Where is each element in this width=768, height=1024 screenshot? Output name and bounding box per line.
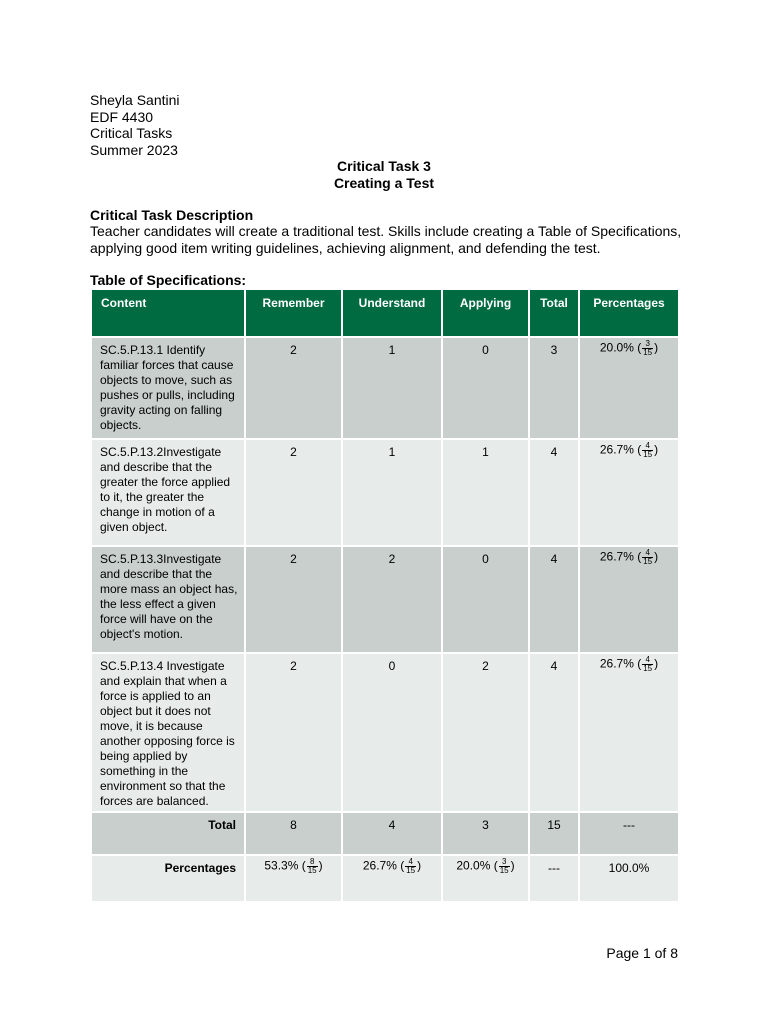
percent-total: ---: [529, 855, 579, 902]
row-remember: 2: [245, 653, 342, 812]
row-understand: 0: [342, 653, 442, 812]
row-applying: 0: [442, 546, 529, 653]
header-remember: Remember: [245, 289, 342, 337]
header-percentages: Percentages: [579, 289, 679, 337]
course-code: EDF 4430: [90, 108, 154, 125]
row-content: SC.5.P.13.3Investigate and describe that the more mass an object has, the less effect a given force will have on the object's motion.: [91, 546, 245, 653]
header-applying: Applying: [442, 289, 529, 337]
row-total: 3: [529, 337, 579, 439]
table-row: [91, 546, 679, 653]
document-subtitle: Creating a Test: [333, 174, 435, 191]
fraction: $\frac{4}{15}$: [643, 441, 653, 459]
total-understand: 4: [342, 812, 442, 855]
table-header-row: [91, 289, 679, 337]
total-percentage: ---: [579, 812, 679, 855]
section-label: Critical Tasks: [90, 125, 173, 142]
header-content: Content: [91, 289, 245, 337]
fraction: $\frac{3}{15}$: [499, 857, 509, 875]
row-percentage: 26.7% ( $\frac{4}{15}$ ): [579, 653, 679, 812]
row-remember: 2: [245, 337, 342, 439]
document-title: Critical Task 3: [337, 158, 431, 174]
header-understand: Understand: [342, 289, 442, 337]
row-content: SC.5.P.13.1 Identify familiar forces that cause objects to move, such as pushes or pulls, including gravity acting on falling objects.: [91, 337, 245, 439]
percent-remember: 53.3% ( $\frac{8}{15}$ ): [245, 855, 342, 902]
row-applying: 0: [442, 337, 529, 439]
document-header: [90, 92, 180, 158]
row-understand: 1: [342, 439, 442, 546]
table-label: Table of Specifications:: [90, 272, 247, 288]
percent-percentage: 100.0%: [579, 855, 679, 902]
row-remember: 2: [245, 439, 342, 546]
specifications-table: [90, 288, 680, 903]
total-remember: 8: [245, 812, 342, 855]
fraction: $\frac{8}{15}$: [307, 857, 317, 875]
row-total: 4: [529, 546, 579, 653]
fraction: $\frac{4}{15}$: [643, 548, 653, 566]
row-understand: 1: [342, 337, 442, 439]
total-label: Total: [91, 812, 245, 855]
fraction: $\frac{4}{15}$: [643, 655, 653, 673]
table-row: [91, 337, 679, 439]
table-row: [91, 653, 679, 812]
total-total: 15: [529, 812, 579, 855]
term-label: Summer 2023: [90, 141, 178, 158]
row-percentage: 26.7% ( $\frac{4}{15}$ ): [579, 439, 679, 546]
fraction: $\frac{4}{15}$: [406, 857, 416, 875]
table-row: [91, 439, 679, 546]
row-percentage: 20.0% ( $\frac{3}{15}$ ): [579, 337, 679, 439]
row-content: SC.5.P.13.4 Investigate and explain that when a force is applied to an object but it does not move, it is because another opposing force is being applied by something in the environment so that the forces are balanced.: [91, 653, 245, 812]
description-heading: Critical Task Description: [90, 207, 254, 223]
fraction: $\frac{3}{15}$: [643, 339, 653, 357]
row-content: SC.5.P.13.2Investigate and describe that the greater the force applied to it, the greater the change in motion of a given object.: [91, 439, 245, 546]
row-remember: 2: [245, 546, 342, 653]
row-total: 4: [529, 653, 579, 812]
total-applying: 3: [442, 812, 529, 855]
student-name: Sheyla Santini: [90, 92, 180, 108]
percent-understand: 26.7% ( $\frac{4}{15}$ ): [342, 855, 442, 902]
page-number: Page 1 of 8: [606, 945, 678, 961]
percent-applying: 20.0% ( $\frac{3}{15}$ ): [442, 855, 529, 902]
row-percentage: 26.7% ( $\frac{4}{15}$ ): [579, 546, 679, 653]
header-total: Total: [529, 289, 579, 337]
percent-label: Percentages: [91, 855, 245, 902]
percent-row: [91, 855, 679, 902]
document-titles: [90, 158, 678, 191]
row-applying: 1: [442, 439, 529, 546]
row-applying: 2: [442, 653, 529, 812]
row-total: 4: [529, 439, 579, 546]
row-understand: 2: [342, 546, 442, 653]
total-row: [91, 812, 679, 855]
description-text: Teacher candidates will create a traditional test. Skills include creating a Table of Specifications, applying good item writing guidelines, achieving alignment, and defending the test.: [90, 223, 682, 256]
